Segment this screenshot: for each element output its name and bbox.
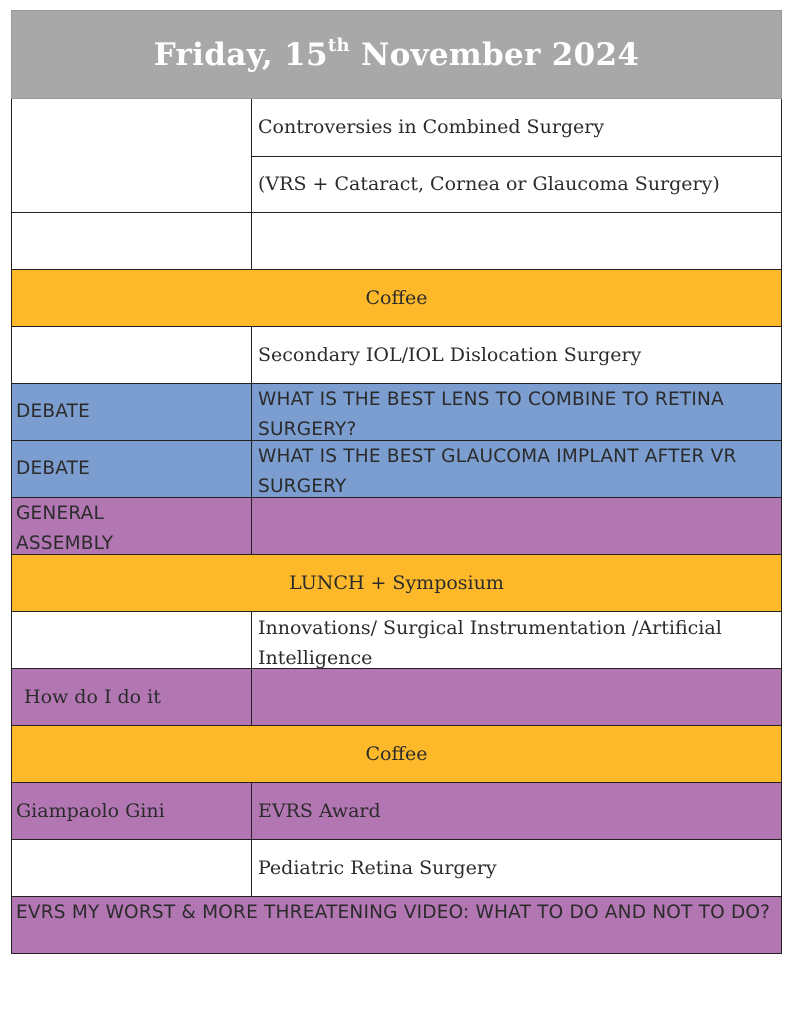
session-subtitle: (VRS + Cataract, Cornea or Glaucoma Surgery) [252,156,781,213]
session-title: WHAT IS THE BEST GLAUCOMA IMPLANT AFTER VR SURGERY [258,446,737,497]
session-type: How do I do it [12,669,252,725]
table-row [11,783,782,840]
table-row [11,897,782,954]
table-row [11,384,782,441]
speaker-name: Giampaolo Gini [12,783,252,839]
session-type: DEBATE [12,384,252,440]
session-title: EVRS Award [258,800,381,822]
session-title: Controversies in Combined Surgery [258,116,605,139]
table-row [11,840,782,897]
row-left-cell [12,213,252,269]
session-title: Secondary IOL/IOL Dislocation Surgery [258,344,642,366]
row-left-cell [12,99,252,212]
schedule-header [11,10,782,99]
session-title: Innovations/ Surgical Instrumentation /Artificial Intelligence [258,617,722,668]
table-row [11,327,782,384]
session-title: EVRS MY WORST & MORE THREATENING VIDEO: WHAT TO DO AND NOT TO DO? [16,902,771,923]
session-type: GENERAL ASSEMBLY [12,498,252,554]
table-row [11,213,782,270]
table-row [11,270,782,327]
row-left-cell [12,840,252,896]
table-row [11,669,782,726]
break-label: LUNCH + Symposium [289,572,504,594]
row-left-cell [12,327,252,383]
break-label: Coffee [365,743,428,765]
header-title: Friday, 15th November 2024 [153,35,640,73]
session-type: DEBATE [12,441,252,497]
table-row [11,555,782,612]
row-right-cell [252,213,781,269]
schedule-table [11,10,782,954]
row-right-cell [252,669,781,725]
row-right-cell [252,99,781,212]
row-right-cell [252,498,781,554]
row-left-cell [12,612,252,668]
break-label: Coffee [365,287,428,309]
table-row [11,726,782,783]
table-row [11,99,782,213]
table-row [11,612,782,669]
session-title: WHAT IS THE BEST LENS TO COMBINE TO RETINA SURGERY? [258,389,724,440]
table-row [11,441,782,498]
table-row [11,498,782,555]
session-title: Pediatric Retina Surgery [258,857,497,879]
